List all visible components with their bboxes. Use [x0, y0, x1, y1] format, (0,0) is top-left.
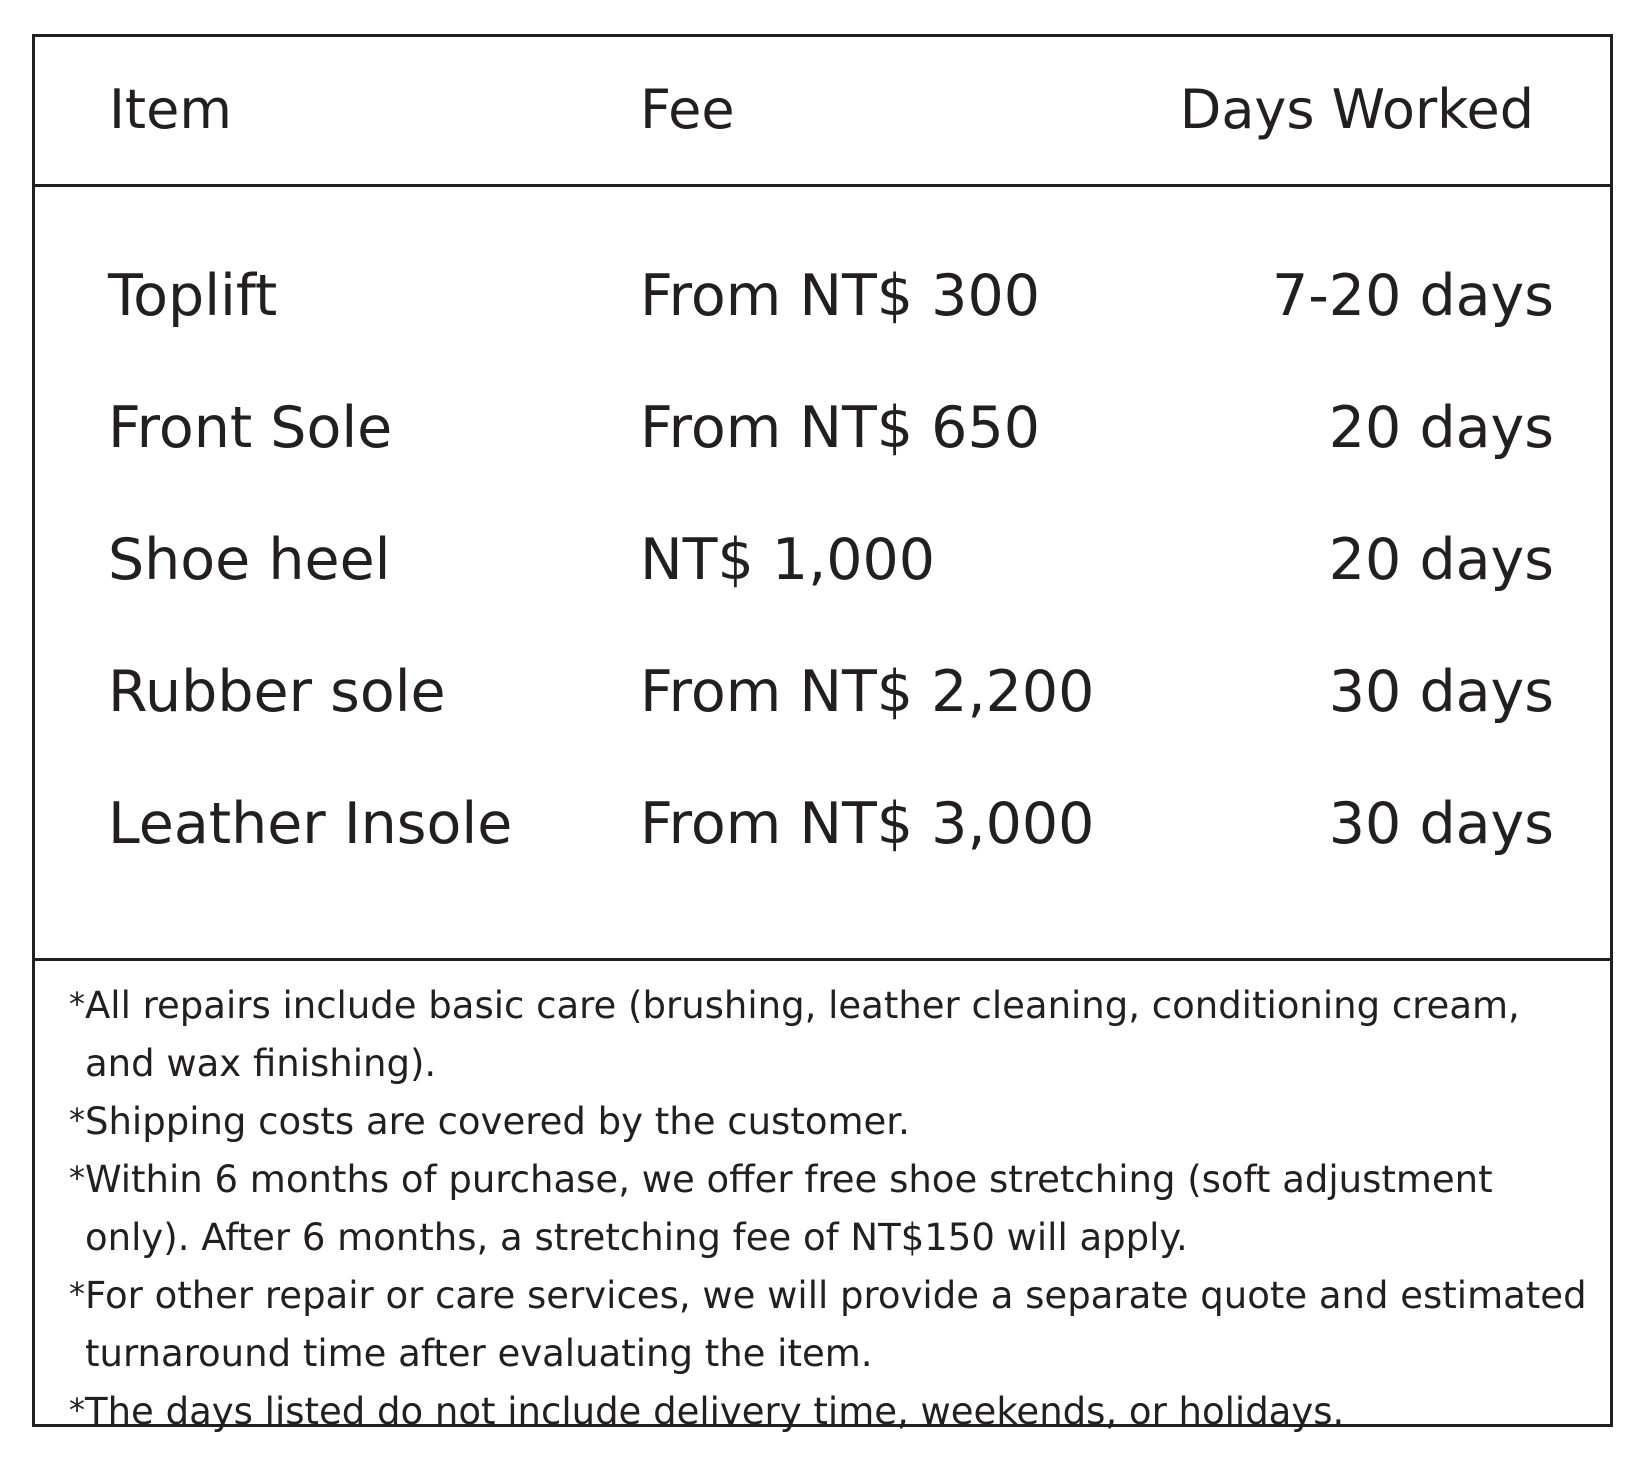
- footnote: [69, 1151, 1589, 1267]
- row-item: Shoe heel: [108, 527, 391, 593]
- header-fee: Fee: [640, 78, 735, 141]
- row-fee: From NT$ 300: [640, 263, 1040, 329]
- row-days: 20 days: [1328, 527, 1554, 593]
- footnote-text: For other repair or care services, we will provide a separate quote and estimated turnaround time after evaluating the item.: [85, 1274, 1587, 1375]
- footnote-text: Shipping costs are covered by the customer.: [85, 1100, 910, 1143]
- footnote-marker: *: [69, 1159, 85, 1197]
- header-item: Item: [109, 78, 232, 141]
- row-fee: From NT$ 2,200: [640, 659, 1095, 725]
- table-body: [35, 187, 1610, 961]
- row-item: Front Sole: [108, 395, 393, 461]
- price-table: [32, 34, 1613, 1433]
- row-days: 30 days: [1328, 659, 1554, 725]
- table-row: [35, 365, 1610, 497]
- row-fee: From NT$ 3,000: [640, 791, 1095, 857]
- row-days: 30 days: [1328, 791, 1554, 857]
- row-fee: NT$ 1,000: [640, 527, 936, 593]
- footnote: [69, 1383, 1589, 1441]
- header-days-worked: Days Worked: [1179, 78, 1534, 141]
- row-item: Leather Insole: [108, 791, 513, 857]
- footnote-marker: *: [69, 1101, 85, 1139]
- footnote: [69, 1267, 1589, 1383]
- table-row: [35, 761, 1610, 893]
- row-item: Rubber sole: [108, 659, 446, 725]
- table-row: [35, 233, 1610, 365]
- row-item: Toplift: [108, 263, 278, 329]
- row-fee: From NT$ 650: [640, 395, 1040, 461]
- table-header: [35, 37, 1610, 187]
- footnote-text: All repairs include basic care (brushing, leather cleaning, conditioning cream, and wax finishing).: [85, 984, 1520, 1085]
- table-row: [35, 497, 1610, 629]
- row-days: 20 days: [1328, 395, 1554, 461]
- footnote-text: Within 6 months of purchase, we offer free shoe stretching (soft adjustment only). After 6 months, a stretching fee of NT$150 will apply.: [85, 1158, 1493, 1259]
- footnotes: [69, 977, 1589, 1441]
- footnote-text: The days listed do not include delivery time, weekends, or holidays.: [85, 1390, 1345, 1433]
- footnote-marker: *: [69, 1391, 85, 1429]
- table-row: [35, 629, 1610, 761]
- footnote-marker: *: [69, 1275, 85, 1313]
- footnote-marker: *: [69, 985, 85, 1023]
- footnote: [69, 1093, 1589, 1151]
- row-days: 7-20 days: [1271, 263, 1554, 329]
- footnote: [69, 977, 1589, 1093]
